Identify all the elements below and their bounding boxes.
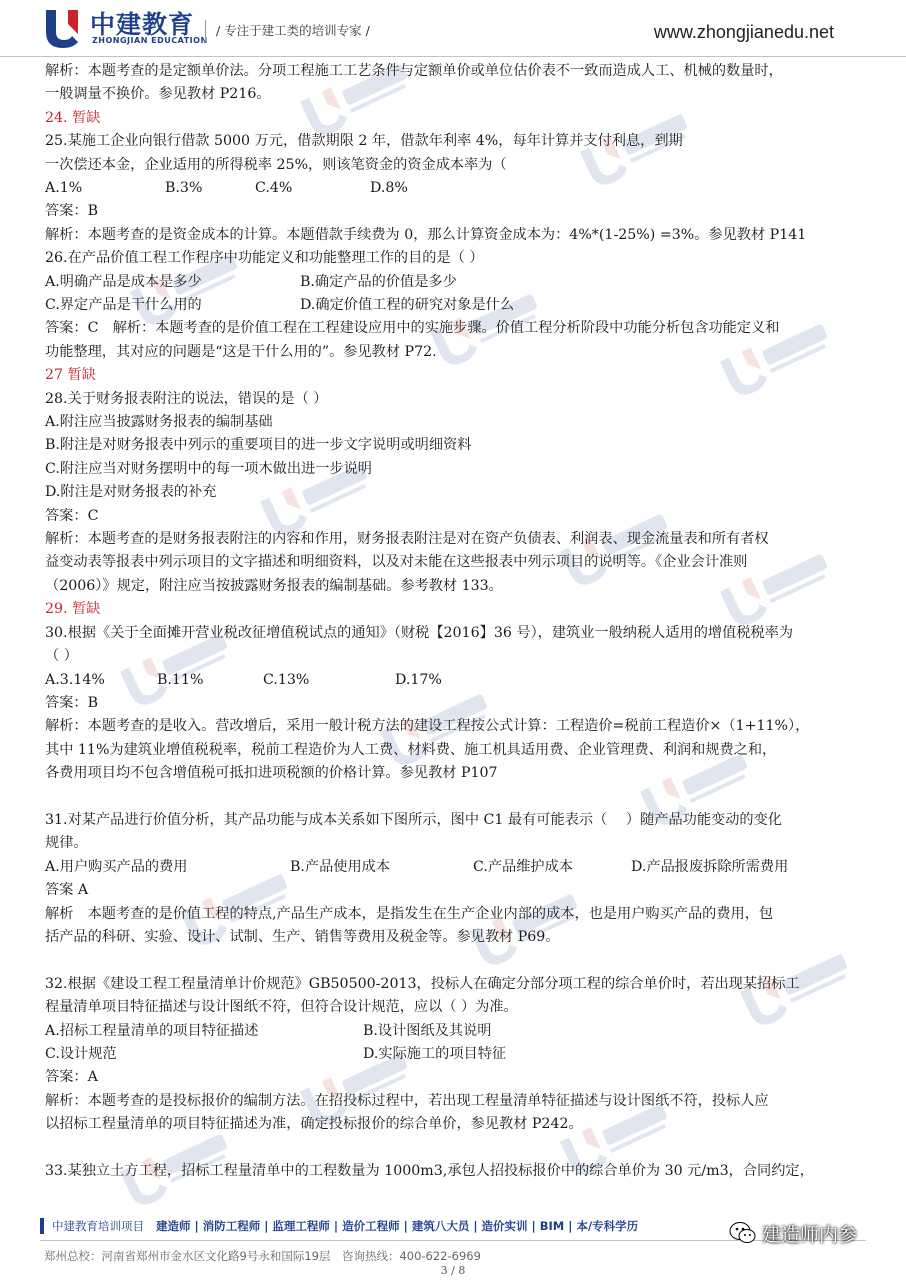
text-line: 解析：本题考查的是投标报价的编制方法。在招投标过程中，若出现工程量清单特征描述与设计图纸不符，投标人应 <box>45 1092 769 1109</box>
answer-option: C.界定产品是干什么用的 <box>45 297 202 314</box>
text-line: （2006）》规定，附注应当按披露财务报表的编制基础。参考教材 133。 <box>45 577 503 594</box>
wechat-icon <box>728 1220 758 1246</box>
text-line: 26.在产品价值工程工作程序中功能定义和功能整理工作的目的是（ ） <box>45 250 484 267</box>
text-line: 功能整理，其对应的问题是“这是干什么用的”。参见教材 P72. <box>45 343 437 360</box>
logo-english-text: ZHONGJIAN EDUCATION <box>92 36 208 45</box>
answer-option: B.3% <box>165 180 203 197</box>
missing-question-marker: 27 暂缺 <box>45 367 96 384</box>
answer-option: D.确定价值工程的研究对象是什么 <box>300 297 515 314</box>
text-line: A.附注应当披露财务报表的编制基础 <box>45 414 273 431</box>
answer-option: C.产品维护成本 <box>473 858 573 875</box>
header-slogan: / 专注于建工类的培训专家 / <box>205 20 380 42</box>
text-line: 31.对某产品进行价值分析，其产品功能与成本关系如下图所示，图中 C1 最有可能表示（ ）随产品功能变动的变化 <box>45 811 782 828</box>
wechat-account-badge <box>728 1218 857 1248</box>
text-line: 规律。 <box>45 835 88 852</box>
text-line: 答案 A <box>45 882 89 899</box>
text-line: 28.关于财务报表附注的说法，错误的是（ ） <box>45 390 328 407</box>
text-line: 33.某独立土方工程，招标工程量清单中的工程数量为 1000m3,承包人招投标报价中的综合单价为 30 元/m3，合同约定， <box>45 1162 814 1179</box>
text-line: 解析：本题考查的是财务报表附注的内容和作用，财务报表附注是对在资产负债表、利润表、现金流量表和所有者权 <box>45 531 769 548</box>
answer-options-row <box>45 1043 867 1066</box>
answer-option: A.1% <box>45 180 83 197</box>
text-line: D.附注是对财务报表的补充 <box>45 484 217 501</box>
footer-projects-label: 中建教育培训项目 <box>52 1219 144 1233</box>
text-line: 32.根据《建设工程工程量清单计价规范》GB50500-2013，投标人在确定分部分项工程的综合单价时，若出现某招标工 <box>45 975 800 992</box>
answer-option: D.产品报废拆除所需费用 <box>631 858 789 875</box>
zhongjian-logo-icon <box>40 6 84 50</box>
answer-options-row <box>45 856 867 879</box>
paragraph-spacer <box>45 949 867 972</box>
text-line: 各费用项目均不包含增值税可抵扣进项税额的价格计算。参见教材 P107 <box>45 765 498 782</box>
paragraph-spacer <box>45 1137 867 1160</box>
text-line: 一次偿还本金，企业适用的所得税率 25%，则该笔资金的资金成本率为（ <box>45 156 507 173</box>
text-line: 解析：本题考查的是定额单价法。分项工程施工工艺条件与定额单价或单位估价表不一致而造成人工、机械的数量时， <box>45 63 783 79</box>
text-line: 其中 11%为建筑业增值税税率，税前工程造价为人工费、材料费、施工机具适用费、企业管理费、利润和规费之和， <box>45 741 777 758</box>
answer-options-row <box>45 294 867 317</box>
footer-projects <box>40 1218 712 1234</box>
footer-projects-list: 建造师 | 消防工程师 | 监理工程师 | 造价工程师 | 建筑八大员 | 造价实训 | BIM | 本/专科学历 <box>156 1219 639 1233</box>
page-number: 3 / 8 <box>440 1264 466 1277</box>
text-line: 答案：C <box>45 507 99 524</box>
text-line: （ ） <box>45 648 78 665</box>
text-line: 程量清单项目特征描述与设计图纸不符，但符合设计规范，应以（ ）为准。 <box>45 999 518 1016</box>
text-line: 解析：本题考查的是收入。营改增后，采用一般计税方法的建设工程按公式计算：工程造价=税前工程造价×（1+11%）， <box>45 718 810 735</box>
text-line: 解析：本题考查的是资金成本的计算。本题借款手续费为 0，那么计算资金成本为：4%*(1-25%) =3%。参见教材 P141 <box>45 226 807 243</box>
text-line: 25.某施工企业向银行借款 5000 万元，借款期限 2 年，借款年利率 4%，每年计算并支付利息，到期 <box>45 133 683 150</box>
answer-options-row <box>45 1020 867 1043</box>
answer-option: A.用户购买产品的费用 <box>45 858 188 875</box>
answer-option: C.13% <box>263 671 310 688</box>
answer-option: B.确定产品的价值是多少 <box>300 273 457 290</box>
text-line: 括产品的科研、实验、设计、试制、生产、销售等费用及税金等。参见教材 P69。 <box>45 928 560 945</box>
text-line: 解析 本题考查的是价值工程的特点,产品生产成本，是指发生在生产企业内部的成本，也是用户购买产品的费用，包 <box>45 905 774 922</box>
text-line: 答案：C 解析：本题考查的是价值工程在工程建设应用中的实施步骤。价值工程分析阶段中功能分析包含功能定义和 <box>45 320 780 337</box>
text-line: 答案：B <box>45 203 98 220</box>
answer-option: C.4% <box>255 180 293 197</box>
answer-option: D.17% <box>395 671 442 688</box>
answer-option: D.实际施工的项目特征 <box>363 1045 507 1062</box>
text-line: C.附注应当对财务摆明中的每一项木做出进一步说明 <box>45 460 372 477</box>
document-body <box>45 60 867 1183</box>
text-line: 答案：A <box>45 1069 98 1086</box>
text-line: 以招标工程量清单的项目特征描述为准，确定投标报价的综合单价，参见教材 P242。 <box>45 1116 583 1133</box>
answer-option: A.3.14% <box>45 671 105 688</box>
answer-option: D.8% <box>370 180 408 197</box>
answer-option: A.明确产品是成本是多少 <box>45 273 202 290</box>
text-line: 答案：B <box>45 694 98 711</box>
answer-option: B.11% <box>157 671 204 688</box>
answer-option: C.设计规范 <box>45 1045 117 1062</box>
page-header <box>0 0 906 57</box>
missing-question-marker: 24. 暂缺 <box>45 109 101 126</box>
answer-option: A.招标工程量清单的项目特征描述 <box>45 1022 259 1039</box>
answer-option: B.设计图纸及其说明 <box>363 1022 492 1039</box>
text-line: 一般调量不换价。参见教材 P216。 <box>45 86 271 103</box>
text-line: B.附注是对财务报表中列示的重要项目的进一步文字说明或明细资料 <box>45 437 472 454</box>
text-line: 30.根据《关于全面摊开营业税改征增值税试点的通知》（财税【2016】36 号），建筑业一般纳税人适用的增值税税率为 <box>45 624 794 641</box>
answer-options-row <box>45 271 867 294</box>
missing-question-marker: 29. 暂缺 <box>45 601 101 618</box>
header-site-url[interactable]: www.zhongjianedu.net <box>653 22 834 42</box>
text-line: 益变动表等报表中列示项目的文字描述和明细资料，以及对未能在这些报表中列示项目的说明等。《企业会计准则 <box>45 554 748 571</box>
paragraph-spacer <box>45 786 867 809</box>
answer-options-row <box>45 177 867 200</box>
answer-option: B.产品使用成本 <box>290 858 391 875</box>
answer-options-row <box>45 669 867 692</box>
logo-text: 中建教育 <box>90 10 195 39</box>
footer-address: 郑州总校：河南省郑州市金水区文化路9号永和国际19层 咨询热线：400-622-6969 <box>44 1249 481 1263</box>
wechat-account-name: 建造师内参 <box>762 1223 858 1246</box>
